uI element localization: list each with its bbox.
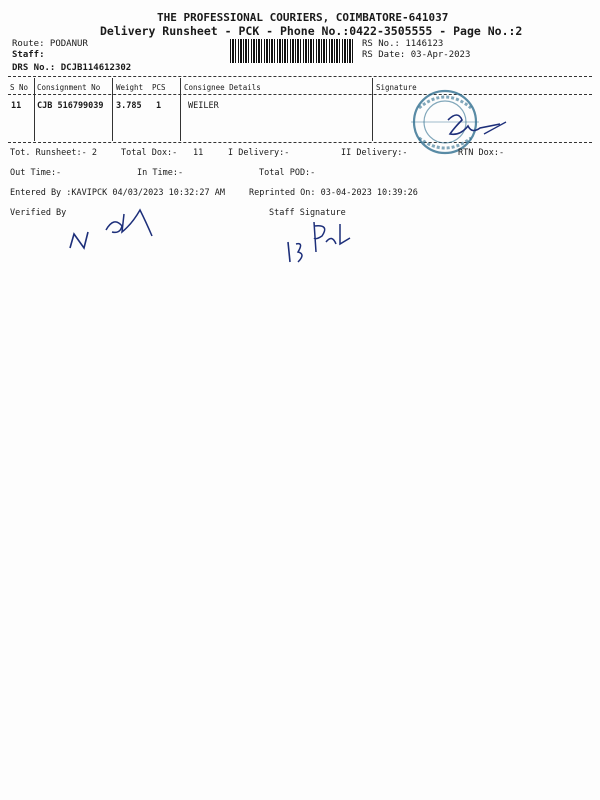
total-runsheet: Tot. Runsheet:- 2 — [10, 148, 97, 158]
row-weight: 3.785 — [116, 101, 142, 111]
receiver-signature — [440, 108, 510, 143]
total-dox-value: 11 — [193, 148, 204, 158]
col-header-weight: Weight — [116, 83, 144, 92]
out-time: Out Time:- — [10, 168, 62, 178]
col-header-pcs: PCS — [152, 83, 166, 92]
barcode — [230, 39, 354, 63]
col-divider-4 — [372, 78, 373, 141]
total-dox-label: Total Dox:- — [121, 148, 178, 158]
verified-by-label: Verified By — [10, 208, 67, 218]
entered-by: Entered By :KAVIPCK 04/03/2023 10:32:27 AM — [10, 188, 225, 198]
ii-delivery: II Delivery:- — [341, 148, 408, 158]
rs-date: RS Date: 03-Apr-2023 — [362, 50, 471, 60]
drs-number: DRS No.: DCJB114612302 — [12, 63, 132, 73]
reprinted-on: Reprinted On: 03-04-2023 10:39:26 — [249, 188, 418, 198]
row-consignee: WEILER — [188, 101, 219, 111]
total-pod: Total POD:- — [259, 168, 316, 178]
staff-signature-label: Staff Signature — [269, 208, 346, 218]
runsheet-title: Delivery Runsheet - PCK - Phone No.:0422-3505555 - Page No.:2 — [100, 24, 523, 38]
col-divider-1 — [34, 78, 35, 141]
route-label: Route: PODANUR — [12, 39, 88, 49]
in-time: In Time:- — [137, 168, 184, 178]
staff-signature — [284, 214, 364, 266]
row-sno: 11 — [11, 101, 22, 111]
col-header-sno: S No — [10, 83, 29, 92]
col-header-consignment: Consignment No — [37, 83, 101, 92]
row-consignment: CJB 516799039 — [37, 101, 104, 111]
col-divider-3 — [180, 78, 181, 141]
rs-number: RS No.: 1146123 — [362, 39, 444, 49]
company-title: THE PROFESSIONAL COURIERS, COIMBATORE-641037 — [157, 11, 449, 24]
table-top-rule — [8, 76, 592, 77]
rtn-dox: RTN Dox:- — [458, 148, 505, 158]
i-delivery: I Delivery:- — [228, 148, 290, 158]
col-header-consignee: Consignee Details — [184, 83, 261, 92]
col-header-signature: Signature — [376, 83, 417, 92]
table-header-rule — [8, 94, 592, 95]
staff-label: Staff: — [12, 50, 45, 60]
col-divider-2 — [112, 78, 113, 141]
verifier-signature — [62, 196, 162, 256]
row-pcs: 1 — [156, 101, 162, 111]
